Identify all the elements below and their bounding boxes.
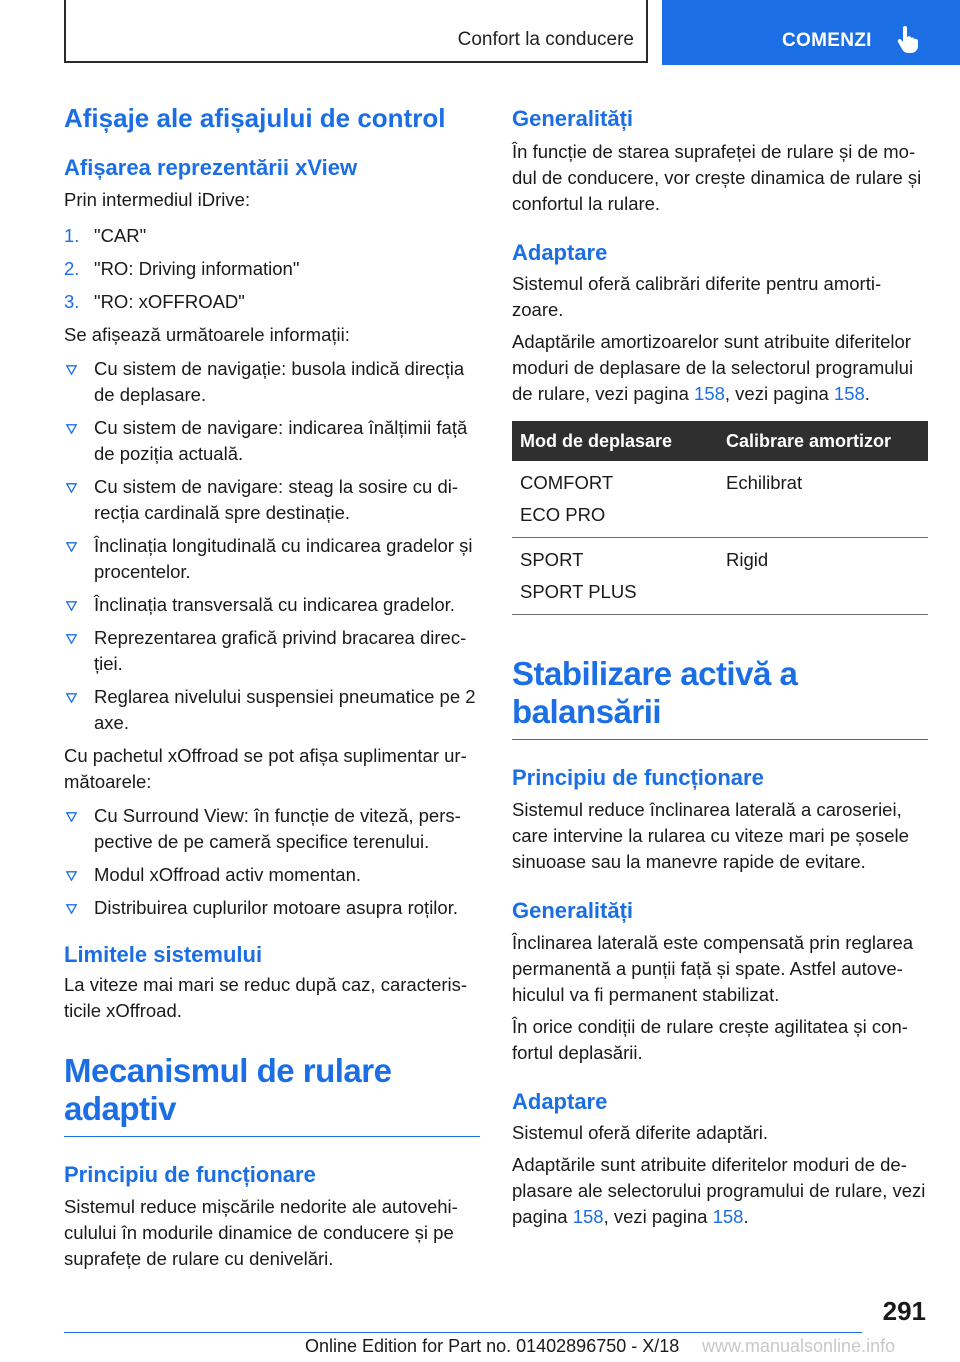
- heading-xview: Afișarea reprezentării xView: [64, 155, 358, 180]
- text-span: Adaptările amortizoarelor sunt atribuite diferitelor moduri de deplasare de la selectorul programului de rulare, vezi pagina: [512, 331, 914, 404]
- list-item: [64, 356, 480, 408]
- list-item-text: Cu Surround View: în funcție de viteză, pers-pective de pe cameră specifice terenului.: [94, 805, 461, 852]
- page-link[interactable]: 158: [833, 383, 865, 404]
- footer-edition: Online Edition for Part no. 01402896750 - X/18: [305, 1336, 680, 1356]
- info-list: [64, 356, 480, 736]
- list-item: [64, 533, 480, 585]
- heading-adapt-2: Adaptare: [512, 1089, 608, 1114]
- mode-name: SPORT: [520, 549, 584, 570]
- chapter-title: COMENZI: [782, 30, 872, 51]
- table-cell: [512, 461, 718, 538]
- paragraph-adapt-2: [512, 329, 928, 407]
- table-header: Calibrare amortizor: [718, 421, 928, 461]
- page-header: [0, 0, 960, 66]
- list-item-text: Distribuirea cuplurilor motoare asupra roților.: [94, 897, 458, 918]
- text-span: , vezi pagina: [603, 1206, 713, 1227]
- step-number: 2.: [64, 258, 80, 279]
- text-span: .: [864, 383, 870, 404]
- step-number: 3.: [64, 291, 80, 312]
- list-item: [64, 415, 480, 467]
- bullet-triangle-icon: [64, 474, 94, 526]
- list-item: [64, 895, 480, 921]
- paragraph-general-2a: Înclinarea laterală este compensată prin reglarea permanentă a punții față și spate. Astfel autove-hiculul va fi permanent stabilizat.: [512, 932, 914, 1005]
- paragraph-adapt-1: Sistemul oferă calibrări diferite pentru amorti-zoare.: [512, 273, 882, 320]
- step-list: [64, 223, 480, 315]
- step-text: "RO: Driving information": [94, 258, 300, 279]
- paragraph-limits: La viteze mai mari se reduc după caz, caracteris-ticile xOffroad.: [64, 974, 468, 1021]
- bullet-triangle-icon: [64, 592, 94, 618]
- list-item: [64, 592, 480, 618]
- chapter-tab[interactable]: [662, 0, 960, 65]
- list-item: [64, 862, 480, 888]
- table-header-row: [512, 421, 928, 461]
- text-span: Adaptările sunt atribuite diferitelor moduri de de-plasare ale selectorului programului de rulare, vezi pagina: [512, 1154, 926, 1227]
- bullet-triangle-icon: [64, 533, 94, 585]
- paragraph-idrive: Prin intermediul iDrive:: [64, 189, 251, 210]
- page-link[interactable]: 158: [572, 1206, 604, 1227]
- paragraph-info: Se afișează următoarele informații:: [64, 324, 350, 345]
- section-header-box: [64, 0, 648, 63]
- table-cell: Echilibrat: [718, 461, 928, 538]
- heading-principle: Principiu de funcționare: [64, 1162, 316, 1187]
- heading-general-2: Generalități: [512, 898, 634, 923]
- table-cell: Rigid: [718, 538, 928, 615]
- bullet-triangle-icon: [64, 684, 94, 736]
- bullet-triangle-icon: [64, 625, 94, 677]
- list-item-text: Modul xOffroad activ momentan.: [94, 864, 362, 885]
- hand-pointer-icon: [896, 26, 920, 54]
- paragraph-adapt-3: Sistemul oferă diferite adaptări.: [512, 1122, 769, 1143]
- list-item: [64, 684, 480, 736]
- bullet-triangle-icon: [64, 415, 94, 467]
- paragraph-offroad: Cu pachetul xOffroad se pot afișa suplimentar ur-mătoarele:: [64, 745, 467, 792]
- offroad-list: [64, 803, 480, 921]
- bullet-triangle-icon: [64, 862, 94, 888]
- section-title: Confort la conducere: [457, 29, 634, 50]
- heading-adaptive-suspension: Mecanismul de rulare adaptiv: [64, 1052, 480, 1137]
- page-link[interactable]: 158: [712, 1206, 744, 1227]
- heading-limits: Limitele sistemului: [64, 942, 263, 967]
- footer-divider: [64, 1332, 862, 1333]
- bullet-triangle-icon: [64, 895, 94, 921]
- table-cell: [512, 538, 718, 615]
- list-item-text: Reglarea nivelului suspensiei pneumatice pe 2 axe.: [94, 686, 476, 733]
- list-item: [64, 474, 480, 526]
- table-row: [512, 538, 928, 615]
- heading-active-roll-stabilization: Stabilizare activă a balansării: [512, 655, 928, 740]
- heading-general: Generalități: [512, 106, 634, 131]
- list-item: [64, 803, 480, 855]
- watermark: www.manualsonline.info: [702, 1336, 896, 1356]
- list-item-text: Înclinația longitudinală cu indicarea gradelor și procentelor.: [94, 535, 473, 582]
- damper-table: [512, 421, 928, 615]
- text-span: , vezi pagina: [724, 383, 834, 404]
- paragraph-principle-2: Sistemul reduce înclinarea laterală a caroseriei, care intervine la rularea cu viteze mari pe șosele sinuoase sau la manevre rapide de evitare.: [512, 799, 909, 872]
- left-column: [64, 100, 480, 1272]
- page-link[interactable]: 158: [694, 383, 725, 404]
- list-item: [64, 625, 480, 677]
- list-item-text: Înclinația transversală cu indicarea gradelor.: [94, 594, 455, 615]
- list-item-text: Cu sistem de navigare: indicarea înălțimii față de poziția actuală.: [94, 417, 468, 464]
- bullet-triangle-icon: [64, 803, 94, 855]
- mode-name: COMFORT: [520, 472, 614, 493]
- step-text: "RO: xOFFROAD": [94, 291, 245, 312]
- paragraph-general: În funcție de starea suprafeței de rulare și de mo-dul de conducere, vor crește dinamica de rulare și confortul la rulare.: [512, 141, 922, 214]
- table-row: [512, 461, 928, 538]
- table-header: Mod de deplasare: [512, 421, 718, 461]
- step-item: [64, 289, 480, 315]
- paragraph-adapt-4: [512, 1152, 928, 1230]
- mode-name: SPORT PLUS: [520, 581, 637, 602]
- paragraph-general-2b: În orice condiții de rulare crește agilitatea și con-fortul deplasării.: [512, 1016, 908, 1063]
- paragraph-principle: Sistemul reduce mișcările nedorite ale autovehi-culului în modurile dinamice de conducere și pe suprafețe de rulare cu denivelări.: [64, 1196, 458, 1269]
- heading-adapt: Adaptare: [512, 240, 608, 265]
- list-item-text: Cu sistem de navigare: steag la sosire cu di-recția cardinală spre destinație.: [94, 476, 459, 523]
- heading-display: Afișaje ale afișajului de control: [64, 103, 446, 133]
- right-column: [512, 100, 928, 1230]
- step-number: 1.: [64, 225, 80, 246]
- page-number: 291: [882, 1296, 926, 1326]
- bullet-triangle-icon: [64, 356, 94, 408]
- list-item-text: Reprezentarea grafică privind bracarea direc-ției.: [94, 627, 467, 674]
- heading-principle-2: Principiu de funcționare: [512, 765, 764, 790]
- list-item-text: Cu sistem de navigație: busola indică direcția de deplasare.: [94, 358, 465, 405]
- step-item: [64, 223, 480, 249]
- text-span: .: [743, 1206, 749, 1227]
- mode-name: ECO PRO: [520, 504, 606, 525]
- step-text: "CAR": [94, 225, 147, 246]
- step-item: [64, 256, 480, 282]
